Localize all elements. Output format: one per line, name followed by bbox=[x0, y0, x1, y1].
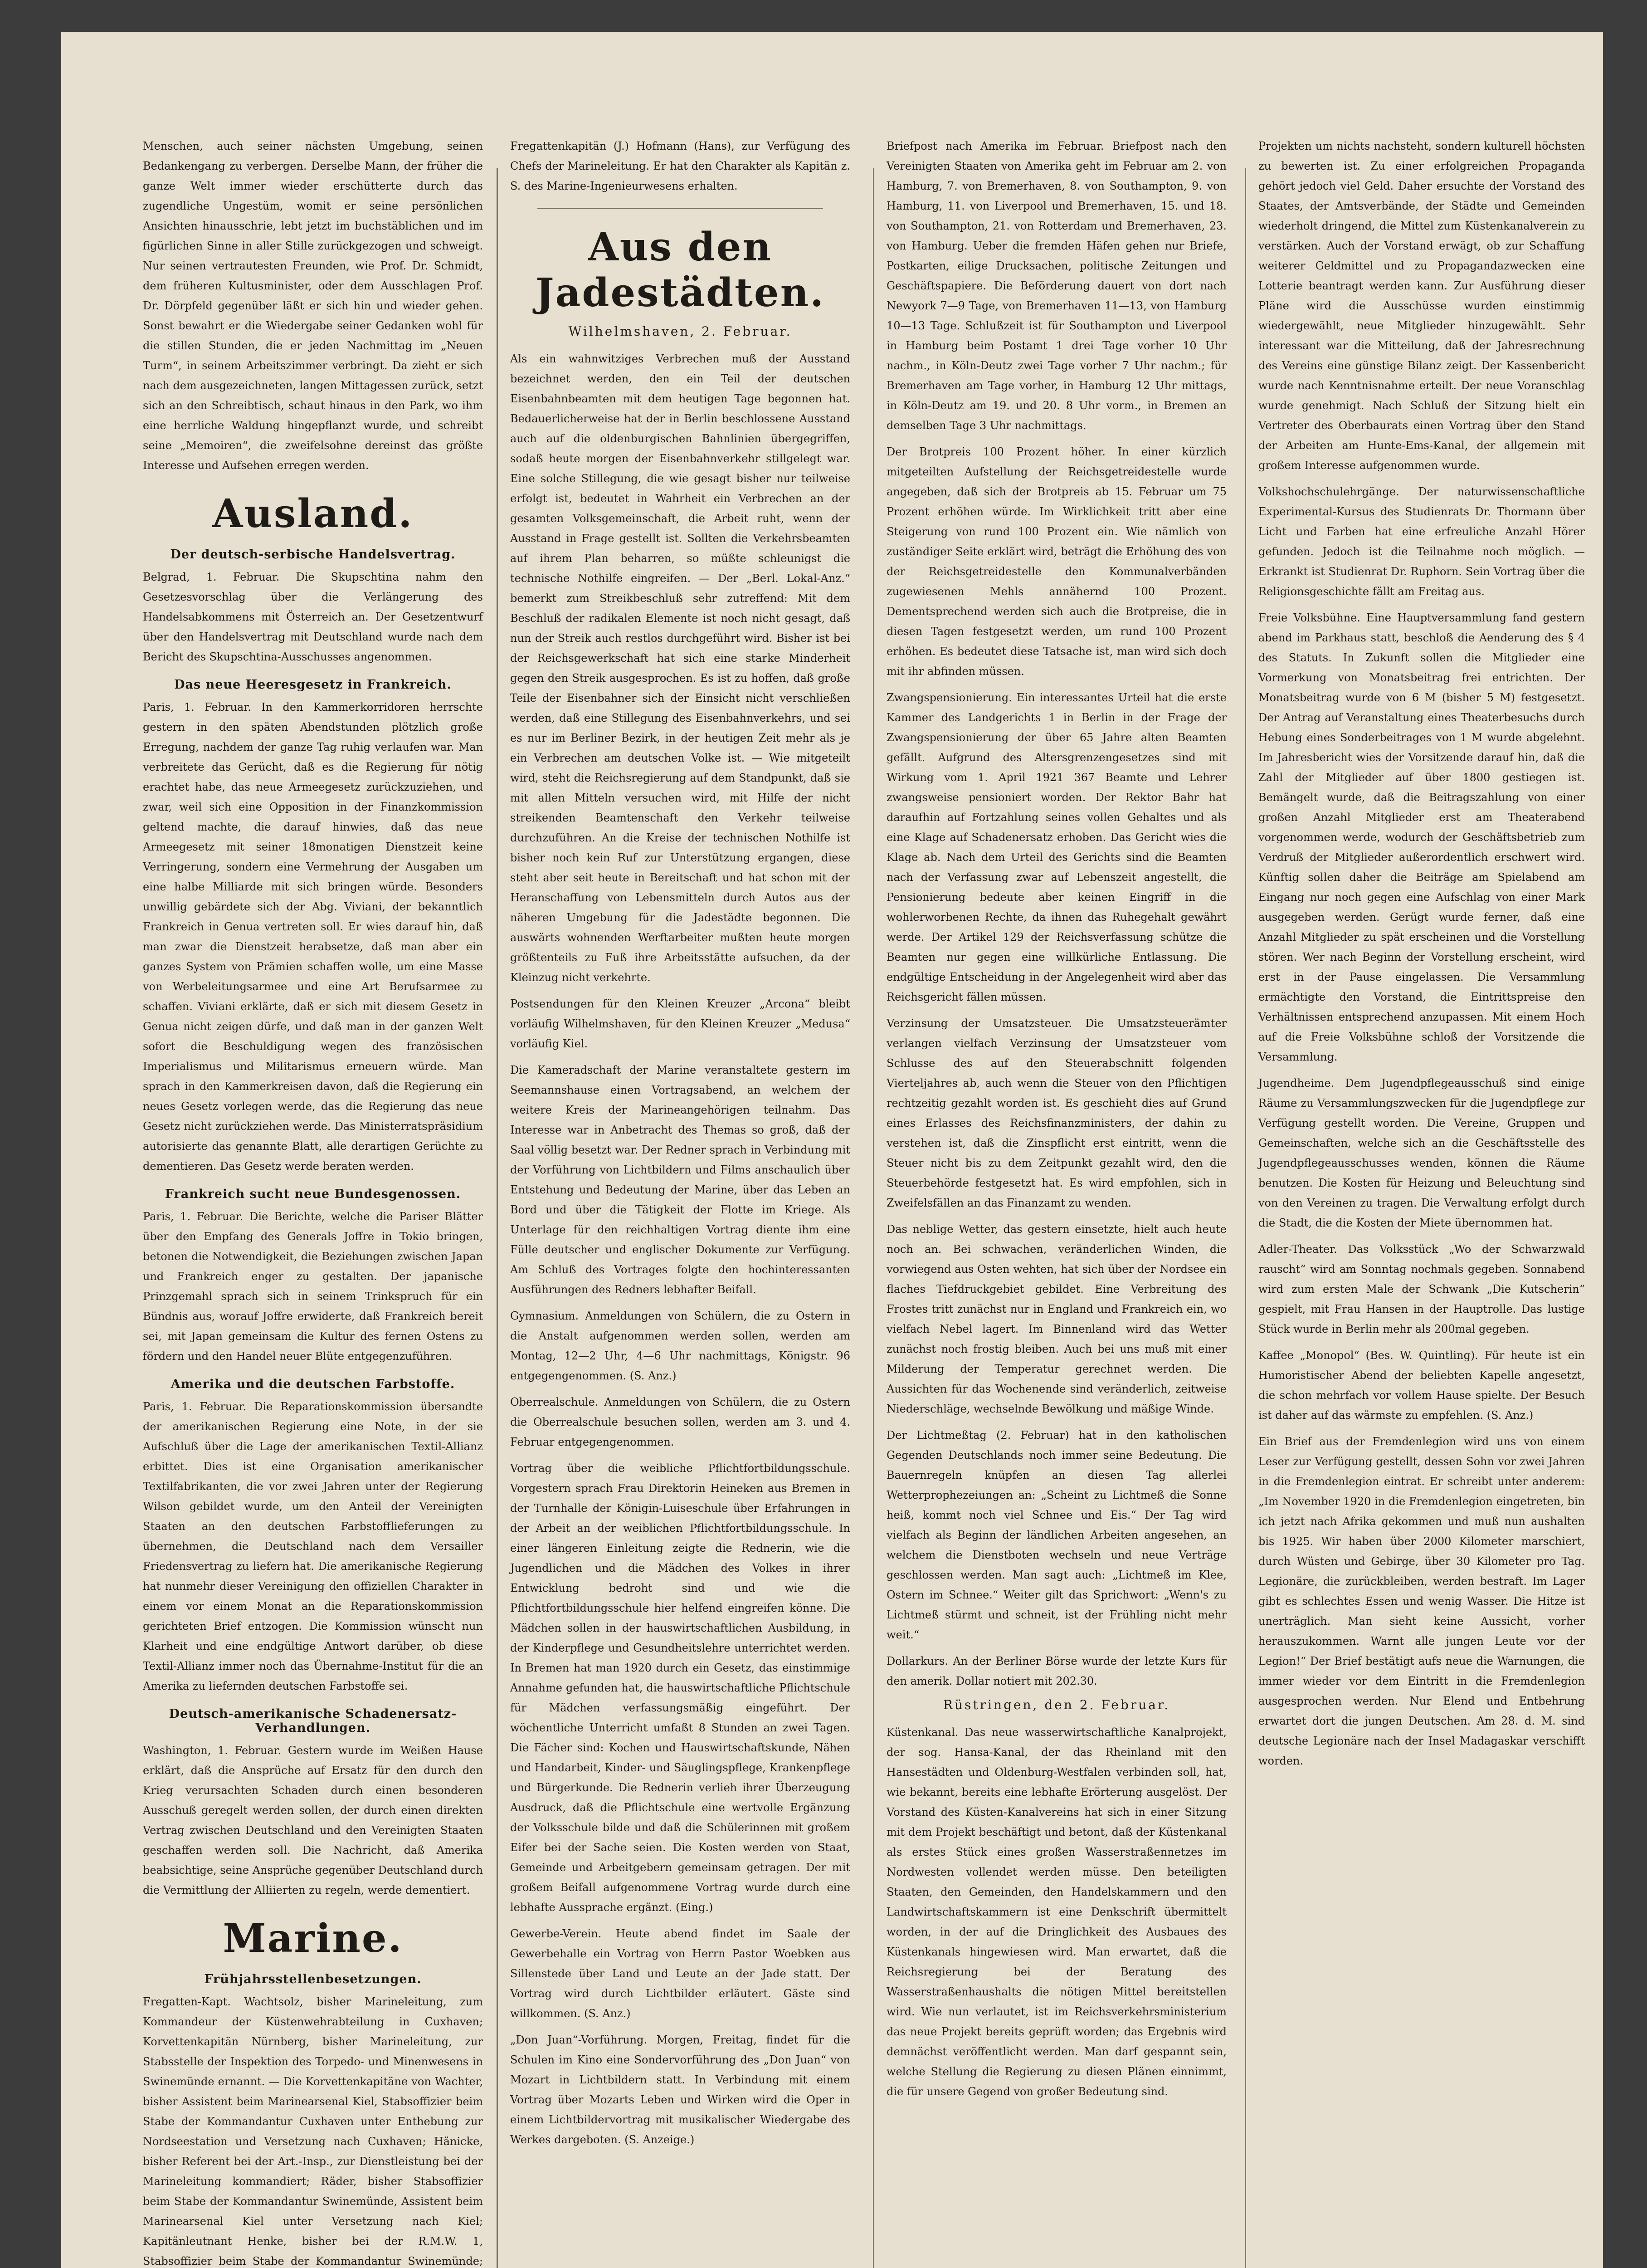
article-text: Das neblige Wetter, das gestern einsetzte, hielt auch heute noch an. Bei schwachen, veränderlichen Winden, die vorwiegend aus Osten wehten, hat sich über der Nordsee ein flaches Tiefdruckgebiet gebildet. Eine Verbreitung des Frostes tritt zunächst nur in England und Frankreich ein, wo vielfach Nebel lagert. Im Binnenland wird das Wetter zunächst noch frostig bleiben. Auch bei uns muß mit einer Milderung der Temperatur gerechnet werden. Die Aussichten für das Wochenende sind veränderlich, zeitweise Niederschläge, wechselnde Bewölkung und mäßige Winde. bbox=[887, 1223, 1227, 1415]
article-text: Der Brotpreis 100 Prozent höher. In einer kürzlich mitgeteilten Aufstellung der Reichsgetreidestelle wurde angegeben, daß sich der Brotpreis ab 15. Februar um 75 Prozent erhöhen würde. Im Wirklichkeit tritt aber eine Steigerung von rund 100 Prozent ein. Wie nämlich von zuständiger Seite erklärt wird, beträgt die Erhöhung des von der Reichsgetreidestelle den Kommunalverbänden zugewiesenen Mehls annähernd 100 Prozent. Dementsprechend werden sich auch die Brotpreise, die in diesen Tagen festgesetzt werden, um rund 100 Prozent erhöhen. Es bedeutet diese Tatsache ist, man wird sich doch mit ihr abfinden müssen. bbox=[887, 445, 1227, 678]
article-heading: Frühjahrsstellenbesetzungen. bbox=[204, 1972, 422, 1986]
section-heading: Marine. bbox=[223, 1916, 403, 1961]
column-2 bbox=[510, 136, 850, 2156]
dateline: Wilhelmshaven, 2. Februar. bbox=[568, 324, 792, 339]
column-rule bbox=[497, 168, 498, 2268]
dateline: Rüstringen, den 2. Februar. bbox=[943, 1697, 1170, 1712]
article-text: Fregattenkapitän (J.) Hofmann (Hans), zur Verfügung des Chefs der Marineleitung. Er hat den Charakter als Kapitän z. S. des Marine-Ingenieurwesens erhalten. bbox=[510, 140, 850, 192]
column-rule bbox=[1245, 168, 1246, 2268]
article-text: Oberrealschule. Anmeldungen von Schülern, die zu Ostern die Oberrealschule besuchen sollen, werden am 3. und 4. Februar entgegengenommen. bbox=[510, 1396, 850, 1448]
article-text: Jugendheime. Dem Jugendpflegeausschuß sind einige Räume zu Versammlungszwecken für die Jugendpflege zur Verfügung gestellt worden. Die Vereine, Gruppen und Gemeinschaften, welche sich an die Geschäftsstelle des Jugendpflegeausschusses wenden, können die Räume benutzen. Die Kosten für Heizung und Beleuchtung sind von den Vereinen zu tragen. Die Verwaltung erfolgt durch die Stadt, die die Kosten der Miete übernommen hat. bbox=[1258, 1077, 1585, 1229]
article-heading: Der deutsch-serbische Handelsvertrag. bbox=[170, 547, 456, 562]
separator bbox=[537, 208, 823, 209]
article-text: Projekten um nichts nachsteht, sondern kulturell höchsten zu bewerten ist. Zu einer erfolgreichen Propaganda gehört jedoch viel Geld. Daher ersuchte der Vorstand des Staates, der Amtsverbände, der Städte und Gemeinden wiederholt dringend, die Mittel zum Küstenkanalverein zu verstärken. Auch der Vorstand erwägt, ob zur Schaffung weiterer Geldmittel und zu Propagandazwecken eine Lotterie beantragt werden kann. Zur Ausführung dieser Pläne wird die Ausschüsse wurden einstimmig wiedergewählt, neue Mitglieder hinzugewählt. Sehr interessant war die Mitteilung, daß der Jahresrechnung des Vereins eine günstige Bilanz zeigt. Der Kassenbericht wurde nach Kenntnisnahme erteilt. Der neue Voranschlag wurde genehmigt. Nach Schluß der Sitzung hielt ein Vertreter des Oberbaurats einen Vortrag über den Stand der Arbeiten am Hunte-Ems-Kanal, der allgemein mit großem Interesse aufgenommen wurde. bbox=[1258, 140, 1585, 472]
section-heading: Aus den Jadestädten. bbox=[535, 224, 825, 316]
column-3 bbox=[887, 136, 1227, 2108]
column-rule bbox=[873, 168, 874, 2268]
article-text: Der Lichtmeßtag (2. Februar) hat in den katholischen Gegenden Deutschlands noch immer seine Bedeutung. Die Bauernregeln knüpfen an diesen Tag allerlei Wetterprophezeiungen an: „Scheint zu Lichtmeß die Sonne heiß, kommt noch viel Schnee und Eis.“ Der Tag wird vielfach als Beginn der ländlichen Arbeiten angesehen, an welchem die Dienstboten wechseln und neue Verträge geschlossen werden. Man sagt auch: „Lichtmeß im Klee, Ostern im Schnee.“ Weiter gilt das Sprichwort: „Wenn's zu Lichtmeß stürmt und schneit, ist der Frühling nicht mehr weit.“ bbox=[887, 1429, 1227, 1641]
article-text: Postsendungen für den Kleinen Kreuzer „Arcona“ bleibt vorläufig Wilhelmshaven, für den Kleinen Kreuzer „Medusa“ vorläufig Kiel. bbox=[510, 997, 850, 1050]
section-heading: Ausland. bbox=[212, 491, 414, 537]
article-text: Vortrag über die weibliche Pflichtfortbildungsschule. Vorgestern sprach Frau Direktorin Heineken aus Bremen in der Turnhalle der Königin-Luiseschule über Erfahrungen in der Arbeit an der weiblichen Pflichtfortbildungsschule. In einer längeren Einleitung zeigte die Rednerin, wie die Jugendlichen und die Mädchen des Volkes in ihrer Entwicklung bedroht sind und wie die Pflichtfortbildungsschule hier helfend eingreifen könne. Die Mädchen sollen in der hauswirtschaftlichen Ausbildung, in der Kinderpflege und Gesundheitslehre unterrichtet werden. In Bremen hat man 1920 durch ein Gesetz, das einstimmige Annahme gefunden hat, die hauswirtschaftliche Pflichtschule für Mädchen verfassungsmäßig eingeführt. Der wöchentliche Unterricht umfaßt 8 Stunden an zwei Tagen. Die Fächer sind: Kochen und Hauswirtschaftskunde, Nähen und Handarbeit, Kinder- und Säuglingspflege, Krankenpflege und Bürgerkunde. Die Rednerin verlieh ihrer Überzeugung Ausdruck, daß die Pflichtschule eine wertvolle Ergänzung der Volksschule bilde und daß die Schülerinnen mit großem Eifer bei der Sache seien. Die Kosten werden von Staat, Gemeinde und Arbeitgebern gemeinsam getragen. Der mit großem Beifall aufgenommene Vortrag wurde durch eine lebhafte Aussprache ergänzt. (Eing.) bbox=[510, 1462, 850, 1914]
article-text: Freie Volksbühne. Eine Hauptversammlung fand gestern abend im Parkhaus statt, beschloß die Aenderung des § 4 des Statuts. In Zukunft sollen die Mitglieder eine Vormerkung von Monatsbeitrag frei entrichten. Der Monatsbeitrag wurde von 6 M (bisher 5 M) festgesetzt. Der Antrag auf Veranstaltung eines Theaterbesuchs durch Hebung eines Sonderbeitrages von 1 M wurde abgelehnt. Im Jahresbericht wies der Vorsitzende darauf hin, daß die Zahl der Mitglieder auf über 1800 gestiegen ist. Bemängelt wurde, daß die Beitragszahlung von einer großen Anzahl Mitglieder erst am Theaterabend vorgenommen werde, wodurch der Geschäftsbetrieb zum Verdruß der Mitglieder außerordentlich erschwert wird. Künftig sollen daher die Beiträge am Spielabend am Eingang nur noch gegen eine Aufschlag von einer Mark ausgegeben werden. Gerügt wurde ferner, daß eine Anzahl Mitglieder zu spät erscheinen und die Vorstellung stören. Wer nach Beginn der Vorstellung erscheint, wird erst in der Pause eingelassen. Die Versammlung ermächtigte den Vorstand, die Eintrittspreise den Verhältnissen entsprechend anzupassen. Mit einem Hoch auf die Freie Volksbühne schloß der Vorsitzende die Versammlung. bbox=[1258, 611, 1585, 1063]
article-heading: Deutsch-amerikanische Schadenersatz-Verhandlungen. bbox=[169, 1707, 457, 1735]
article-heading: Amerika und die deutschen Farbstoffe. bbox=[171, 1377, 455, 1391]
article-text: Belgrad, 1. Februar. Die Skupschtina nahm den Gesetzesvorschlag über die Verlängerung des Handelsabkommens mit Österreich an. Der Gesetzentwurf über den Handelsvertrag mit Deutschland wurde nach dem Bericht des Skupschtina-Ausschusses angenommen. bbox=[143, 571, 483, 663]
article-text: Volkshochschulehrgänge. Der naturwissenschaftliche Experimental-Kursus des Studienrats Dr. Thormann über Licht und Farben hat eine erfreuliche Anzahl Hörer gefunden. Jedoch ist die Teilnahme noch möglich. — Erkrankt ist Studienrat Dr. Ruphorn. Sein Vortrag über die Religionsgeschichte fällt am Freitag aus. bbox=[1258, 485, 1585, 598]
article-text: Adler-Theater. Das Volksstück „Wo der Schwarzwald rauscht“ wird am Sonntag nochmals gegeben. Sonnabend wird zum ersten Male der Schwank „Die Kutscherin“ gespielt, mit Frau Hansen in der Hauptrolle. Das lustige Stück wurde in Berlin mehr als 200mal gegeben. bbox=[1258, 1243, 1585, 1335]
article-text: Küstenkanal. Das neue wasserwirtschaftliche Kanalprojekt, der sog. Hansa-Kanal, der das Rheinland mit den Hansestädten und Oldenburg-Westfalen verbinden soll, hat, wie bekannt, bereits eine lebhafte Erörterung ausgelöst. Der Vorstand des Küsten-Kanalvereins hat sich in einer Sitzung mit dem Projekt beschäftigt und betont, daß der Küstenkanal als erstes Stück eines großen Wasserstraßennetzes im Nordwesten vollendet werden müsse. Den beteiligten Staaten, den Gemeinden, den Handelskammern und den Landwirtschaftskammern ist eine Denkschrift übermittelt worden, in der auf die Dringlichkeit des Ausbaues des Küstenkanals hingewiesen wird. Man erwartet, daß die Reichsregierung bei der Beratung des Wasserstraßenhaushalts die nötigen Mittel bereitstellen wird. Wie nun verlautet, ist im Reichsverkehrsministerium das neue Projekt bereits geprüft worden; das Ergebnis wird demnächst veröffentlicht werden. Man darf gespannt sein, welche Stellung die Regierung zu diesen Plänen einnimmt, die für unsere Gegend von großer Bedeutung sind. bbox=[887, 1726, 1227, 2098]
article-heading: Das neue Heeresgesetz in Frankreich. bbox=[174, 678, 452, 692]
article-text: Gymnasium. Anmeldungen von Schülern, die zu Ostern in die Anstalt aufgenommen werden sollen, werden am Montag, 12—2 Uhr, 4—6 Uhr nachmittags, Königstr. 96 entgegengenommen. (S. Anz.) bbox=[510, 1310, 850, 1382]
article-text: Die Kameradschaft der Marine veranstaltete gestern im Seemannshause einen Vortragsabend, an welchem der weitere Kreis der Marineangehörigen teilnahm. Das Interesse war in Anbetracht des Themas so groß, daß der Saal völlig besetzt war. Der Redner sprach in Verbindung mit der Vorführung von Lichtbildern und Films anschaulich über Entstehung und Bedeutung der Marine, über das Leben an Bord und über die Tätigkeit der Flotte im Kriege. Als Unterlage für den reichhaltigen Vortrag diente ihm eine Fülle deutscher und englischer Dokumente zur Verfügung. Am Schluß des Vortrages folgte den hochinteressanten Ausführungen des Redners lebhafter Beifall. bbox=[510, 1064, 850, 1296]
article-text: Paris, 1. Februar. Die Berichte, welche die Pariser Blätter über den Empfang des Generals Joffre in Tokio bringen, betonen die Notwendigkeit, die Beziehungen zwischen Japan und Frankreich enger zu gestalten. Der japanische Prinzgemahl sprach sich in seinem Trinkspruch für ein Bündnis aus, worauf Joffre erwiderte, daß Frankreich bereit sei, mit Japan gemeinsam die Kultur des fernen Ostens zu fördern und den Handel neuer Blüte entgegenzuführen. bbox=[143, 1210, 483, 1363]
article-text: Fregatten-Kapt. Wachtsolz, bisher Marineleitung, zum Kommandeur der Küstenwehrabteilung in Cuxhaven; Korvettenkapitän Nürnberg, bisher Marineleitung, zur Stabsstelle der Inspektion des Torpedo- und Minenwesens in Swinemünde ernannt. — Die Korvettenkapitäne von Wachter, bisher Assistent beim Marinearsenal Kiel, Stabsoffizier beim Stabe der Kommandantur Cuxhaven unter Enthebung zur Nordseestation und Versetzung nach Cuxhaven; Hänicke, bisher Referent bei der Art.-Insp., zur Dienstleistung bei der Marineleitung kommandiert; Räder, bisher Stabsoffizier beim Stabe der Kommandantur Swinemünde, Assistent beim Marinearsenal Kiel unter Versetzung nach Kiel; Kapitänleutnant Henke, bisher bei der R.M.W. 1, Stabsoffizier beim Stabe der Kommandantur Swinemünde; bbox=[143, 1995, 483, 2268]
article-text: Zwangspensionierung. Ein interessantes Urteil hat die erste Kammer des Landgerichts 1 in Berlin in der Frage der Zwangspensionierung der über 65 Jahre alten Beamten gefällt. Aufgrund des Altersgrenzengesetzes sind mit Wirkung vom 1. April 1921 367 Beamte und Lehrer zwangsweise pensioniert worden. Der Rektor Bahr hat daraufhin auf Fortzahlung seines vollen Gehaltes und als eine Klage auf Schadenersatz erhoben. Das Gericht wies die Klage ab. Nach dem Urteil des Gerichts sind die Beamten nach der Verfassung zwar auf Lebenszeit angestellt, die Pensionierung bedeute aber keinen Eingriff in die wohlerworbenen Rechte, da ihnen das Ruhegehalt gewährt werde. Der Artikel 129 der Reichsverfassung schütze die Beamten nur gegen eine willkürliche Entlassung. Die endgültige Entscheidung in der Angelegenheit wird aber das Reichsgericht fällen müssen. bbox=[887, 691, 1227, 1003]
article-text: Dollarkurs. An der Berliner Börse wurde der letzte Kurs für den amerik. Dollar notiert mit 202.30. bbox=[887, 1655, 1227, 1687]
article-text: Paris, 1. Februar. In den Kammerkorridoren herrschte gestern in den späten Abendstunden plötzlich große Erregung, nachdem der ganze Tag ruhig verlaufen war. Man verbreitete das Gerücht, daß es die Regierung für nötig erachtet habe, das neue Armeegesetz zurückzuziehen, und zwar, weil sich eine Opposition in der Finanzkommission geltend machte, die darauf hinwies, daß das neue Armeegesetz mit seiner 18monatigen Dienstzeit keine Verringerung, sondern eine Vermehrung der Ausgaben um eine halbe Milliarde mit sich bringen würde. Besonders unwillig gebärdete sich der Abg. Viviani, der bekanntlich Frankreich in Genua vertreten soll. Er wies darauf hin, daß man zwar die Dienstzeit herabsetze, daß man aber ein ganzes System von Prämien schaffen wolle, um eine Masse von Werbeleitungsarmee und eine Art Berufsarmee zu schaffen. Viviani erklärte, daß er sich mit diesem Gesetz in Genua nicht zeigen dürfe, und daß man in der ganzen Welt sofort die Beschuldigung wegen des französischen Imperialismus und Militarismus erneuern würde. Man sprach in den Kammerkreisen davon, daß die Regierung ein neues Gesetz vorlegen werde, das die Regierung das neue Gesetz nicht zurückziehen werde. Das Ministerratspräsidium autorisierte das genannte Blatt, alle derartigen Gerüchte zu dementieren. Das Gesetz werde beraten werden. bbox=[143, 701, 483, 1173]
column-4 bbox=[1258, 136, 1585, 1777]
article-text: Paris, 1. Februar. Die Reparationskommission übersandte der amerikanischen Regierung eine Note, in der sie Aufschluß über die Lage der amerikanischen Textil-Allianz erbittet. Dies ist eine Organisation amerikanischer Textilfabrikanten, die vor zwei Jahren unter der Regierung Wilson gebildet wurde, um den Anteil der Vereinigten Staaten an den deutschen Farbstofflieferungen zu übernehmen, die Deutschland nach dem Versailler Friedensvertrag zu liefern hat. Die amerikanische Regierung hat nunmehr dieser Vereinigung den offiziellen Charakter in einem vor einem Monat an die Reparationskommission gerichteten Brief entzogen. Die Kommission wünscht nun Klarheit und eine endgültige Antwort darüber, ob diese Textil-Allianz immer noch das Übernahme-Institut für die an Amerika zu liefernden deutschen Farbstoffe sei. bbox=[143, 1400, 483, 1692]
newspaper-page bbox=[61, 32, 1603, 2268]
article-text: Menschen, auch seiner nächsten Umgebung, seinen Bedankengang zu verbergen. Derselbe Mann, der früher die ganze Welt immer wieder erschütterte durch das zugendliche Ungestüm, womit er seine persönlichen Ansichten hinausschrie, lebt jetzt im buchstäblichen und im figürlichen Sinne in aller Stille zurückgezogen und schweigt. Nur seinen vertrautesten Freunden, wie Prof. Dr. Schmidt, dem früheren Kultusminister, oder dem Ausschlagen Prof. Dr. Dörpfeld gegenüber läßt er sich hin und wieder gehen. Sonst bewahrt er die Wiedergabe seiner Gedanken wohl für die stillen Stunden, die er jeden Nachmittag im „Neuen Turm“, in seinem Arbeitszimmer verbringt. Da zieht er sich nach dem ausgezeichneten, langen Mittagessen zurück, setzt sich an den Schreibtisch, schaut hinaus in den Park, wo ihm eine herrliche Waldung hingepflanzt wurde, und schreibt seine „Memoiren“, die zweifelsohne dereinst das größte Interesse und Aufsehen erregen werden. bbox=[143, 140, 483, 472]
article-text: Als ein wahnwitziges Verbrechen muß der Ausstand bezeichnet werden, den ein Teil der deutschen Eisenbahnbeamten mit dem heutigen Tage begonnen hat. Bedauerlicherweise hat der in Berlin beschlossene Ausstand auch auf die oldenburgischen Bahnlinien übergegriffen, sodaß heute morgen der Eisenbahnverkehr stillgelegt war. Eine solche Stillegung, die wie gesagt bisher nur teilweise erfolgt ist, bedeutet in Wahrheit ein Verbrechen an der gesamten Volksgemeinschaft, die Arbeit ruht, wenn der Ausstand in Frage gestellt ist. Sollten die Verkehrsbeamten auf ihrem Plan beharren, so müßte schleunigst die technische Nothilfe eingreifen. — Der „Berl. Lokal-Anz.“ bemerkt zum Streikbeschluß sehr zutreffend: Mit dem Beschluß der radikalen Elemente ist noch nicht gesagt, daß nun der Streik auch restlos durchgeführt wird. Bisher ist bei der Reichsgewerkschaft hat sich eine starke Minderheit gegen den Streik ausgesprochen. Es ist zu hoffen, daß große Teile der Eisenbahner sich der Einsicht nicht verschließen werden, daß eine Stillegung des Eisenbahnverkehrs, und sei es nur im Berliner Bezirk, in der heutigen Zeit mehr als je ein Verbrechen am deutschen Volke ist. — Wie mitgeteilt wird, steht die Reichsregierung auf dem Standpunkt, daß sie mit allen Mitteln versuchen wird, mit Hilfe der nicht streikenden Beamtenschaft den Verkehr teilweise durchzuführen. An die Kreise der technischen Nothilfe ist bisher noch kein Ruf zur Unterstützung ergangen, diese steht aber seit heute in Bereitschaft und hat schon mit der Heranschaffung von Lebensmitteln durch Autos aus der näheren Umgebung für die Jadestädte begonnen. Die auswärts wohnenden Werftarbeiter mußten heute morgen größtenteils zu Fuß ihre Arbeitsstätte aufsuchen, da der Kleinzug nicht verkehrte. bbox=[510, 352, 850, 984]
article-text: Verzinsung der Umsatzsteuer. Die Umsatzsteuerämter verlangen vielfach Verzinsung der Umsatzsteuer vom Schlusse des auf den Steuerabschnitt folgenden Vierteljahres ab, auch wenn die Steuer von den Pflichtigen rechtzeitig gezahlt worden ist. Es geschieht dies auf Grund eines Erlasses des Reichsfinanzministers, der dahin zu verstehen ist, daß die Zinspflicht erst eintritt, wenn die Steuer nicht bis zu dem Zeitpunkt gezahlt wird, den die Steuerbehörde festgesetzt hat. Es wird empfohlen, sich in Zweifelsfällen an das Finanzamt zu wenden. bbox=[887, 1017, 1227, 1209]
article-text: Briefpost nach Amerika im Februar. Briefpost nach den Vereinigten Staaten von Amerika geht im Februar am 2. von Hamburg, 7. von Bremerhaven, 8. von Southampton, 9. von Hamburg, 11. von Liverpool und Bremerhaven, 15. und 18. von Southampton, 21. von Rotterdam und Bremerhaven, 23. von Hamburg. Ueber die fremden Häfen gehen nur Briefe, Postkarten, eilige Drucksachen, politische Zeitungen und Geschäftspapiere. Die Beförderung dauert von dort nach Newyork 7—9 Tage, von Bremerhaven 11—13, von Hamburg 10—13 Tage. Schlußzeit ist für Southampton und Liverpool in Hamburg beim Postamt 1 drei Tage vorher 10 Uhr nachm., in Köln-Deutz zwei Tage vorher 7 Uhr nachm.; für Bremerhaven am Tage vorher, in Hamburg 12 Uhr mittags, in Köln-Deutz am 19. und 20. 8 Uhr vorm., in Bremen an demselben Tage 3 Uhr nachmittags. bbox=[887, 140, 1227, 432]
article-text: Washington, 1. Februar. Gestern wurde im Weißen Hause erklärt, daß die Ansprüche auf Ersatz für den durch den Krieg verursachten Schaden durch einen besonderen Ausschuß geregelt werden sollen, der durch einen direkten Vertrag zwischen Deutschland und den Vereinigten Staaten geschaffen werden soll. Die Nachricht, daß Amerika beabsichtige, seine Ansprüche gegenüber Deutschland durch die Vermittlung der Alliierten zu regeln, werde dementiert. bbox=[143, 1744, 483, 1897]
article-text: Kaffee „Monopol“ (Bes. W. Quintling). Für heute ist ein Humoristischer Abend der beliebten Kapelle angesetzt, die schon mehrfach vor vollem Hause spielte. Der Besuch ist daher auf das wärmste zu empfehlen. (S. Anz.) bbox=[1258, 1349, 1585, 1422]
column-1 bbox=[143, 136, 483, 2268]
article-heading: Frankreich sucht neue Bundesgenossen. bbox=[165, 1187, 461, 1201]
article-text: Ein Brief aus der Fremdenlegion wird uns von einem Leser zur Verfügung gestellt, dessen Sohn vor zwei Jahren in die Fremdenlegion eintrat. Er schreibt unter anderem: „Im November 1920 in die Fremdenlegion eingetreten, bin ich jetzt nach Afrika gekommen und muß nun aushalten bis 1925. Wir haben über 2000 Kilometer marschiert, durch Wüsten und Gebirge, über 30 Kilometer pro Tag. Legionäre, die zurückbleiben, werden bestraft. Im Lager gibt es schlechtes Essen und wenig Wasser. Die Hitze ist unerträglich. Man sieht keine Aussicht, vorher herauszukommen. Warnt alle jungen Leute vor der Legion!“ Der Brief bestätigt aufs neue die Warnungen, die immer wieder vor dem Eintritt in die Fremdenlegion ausgesprochen werden. Nur Elend und Entbehrung erwartet dort die jungen Deutschen. Am 28. d. M. sind deutsche Legionäre nach der Insel Madagaskar verschifft worden. bbox=[1258, 1435, 1585, 1767]
article-text: Gewerbe-Verein. Heute abend findet im Saale der Gewerbehalle ein Vortrag von Herrn Pastor Woebken aus Sillenstede über Land und Leute an der Jade statt. Der Vortrag wird durch Lichtbilder erläutert. Gäste sind willkommen. (S. Anz.) bbox=[510, 1927, 850, 2020]
article-text: „Don Juan“-Vorführung. Morgen, Freitag, findet für die Schulen im Kino eine Sondervorführung des „Don Juan“ von Mozart in Lichtbildern statt. In Verbindung mit einem Vortrag über Mozarts Leben und Wirken wird die Oper in einem Lichtbildervortrag mit musikalischer Wiedergabe des Werkes dargeboten. (S. Anzeige.) bbox=[510, 2033, 850, 2146]
